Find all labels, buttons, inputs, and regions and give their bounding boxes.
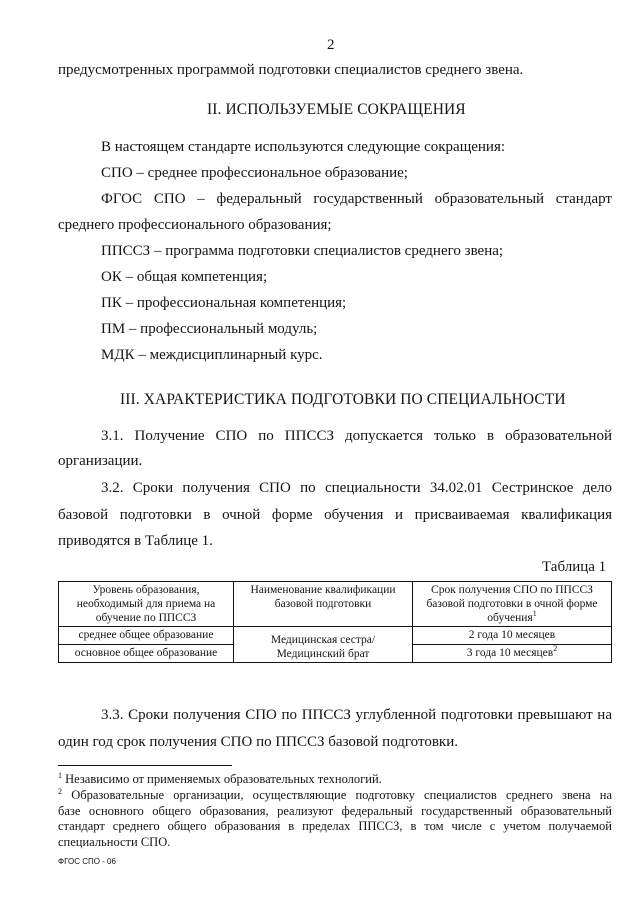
table-header-cell xyxy=(234,582,413,627)
footnote-2-line2: базе основного общего образования, реализуют федеральный государственный образовательный xyxy=(58,803,612,818)
footnote-ref-1: 1 xyxy=(532,609,537,619)
abbr-fgos-line2: среднего профессионального образования; xyxy=(58,217,332,233)
qualification-name: Медицинская сестра/Медицинский брат xyxy=(270,634,376,660)
table-row xyxy=(59,627,612,645)
table-cell xyxy=(234,627,413,663)
abbr-ok: ОК – общая компетенция; xyxy=(101,269,268,285)
footnote-ref-2: 2 xyxy=(553,644,558,654)
table-cell xyxy=(59,627,234,645)
paragraph-3-2-line2: базовой подготовки в очной форме обучения и присваиваемая квалификация xyxy=(58,507,612,523)
paragraph-3-3-line2: один год срок получения СПО по ППССЗ базовой подготовки. xyxy=(58,734,458,750)
footnote-1 xyxy=(58,772,382,788)
footnote-1-mark: 1 xyxy=(58,770,62,780)
footnote-2-line3: стандарт среднего общего образования в пределах ППССЗ, в том числе с учетом получаемой xyxy=(58,819,612,833)
table-cell xyxy=(59,645,234,663)
abbr-fgos-line1: ФГОС СПО – федеральный государственный образовательный стандарт xyxy=(101,191,612,207)
page-number: 2 xyxy=(327,37,335,53)
table-header-row xyxy=(59,582,612,627)
table-caption: Таблица 1 xyxy=(542,559,607,575)
section-2-title: II. ИСПОЛЬЗУЕМЫЕ СОКРАЩЕНИЯ xyxy=(207,101,466,118)
paragraph-3-2-line1: 3.2. Сроки получения СПО по специальности 34.02.01 Сестринское дело xyxy=(101,480,612,496)
section-3-title: III. ХАРАКТЕРИСТИКА ПОДГОТОВКИ ПО СПЕЦИАЛЬНОСТИ xyxy=(120,391,566,408)
footnote-separator xyxy=(58,765,232,766)
footnote-2 xyxy=(58,788,612,850)
header-qualification: Наименование квалификации базовой подготовки xyxy=(250,584,396,610)
qualification-table xyxy=(58,581,612,663)
table-cell xyxy=(413,627,612,645)
row2-study-period: 3 года 10 месяцев xyxy=(466,647,554,659)
footnote-2-mark: 2 xyxy=(58,786,62,796)
paragraph-3-2-line3: приводятся в Таблице 1. xyxy=(58,533,213,549)
abbr-mdk: МДК – междисциплинарный курс. xyxy=(101,347,323,363)
document-code: ФГОС СПО - 06 xyxy=(58,857,116,866)
abbr-spo: СПО – среднее профессиональное образование; xyxy=(101,165,408,181)
table-header-cell xyxy=(413,582,612,627)
abbr-pm: ПМ – профессиональный модуль; xyxy=(101,321,318,337)
abbr-ppssz: ППССЗ – программа подготовки специалистов среднего звена; xyxy=(101,243,504,259)
row1-education-level: среднее общее образование xyxy=(78,629,214,641)
table-header-cell xyxy=(59,582,234,627)
footnote-2-line1: Образовательные организации, осуществляющие подготовку специалистов среднего звена на xyxy=(71,788,612,802)
row1-study-period: 2 года 10 месяцев xyxy=(468,629,556,641)
header-study-period: Срок получения СПО по ППССЗ базовой подготовки в очной форме обучения xyxy=(426,584,598,624)
footnote-2-line4: специальности СПО. xyxy=(58,834,171,849)
paragraph-3-1-line1: 3.1. Получение СПО по ППССЗ допускается только в образовательной xyxy=(101,428,612,444)
intro-line: предусмотренных программой подготовки специалистов среднего звена. xyxy=(58,62,524,78)
header-education-level: Уровень образования, необходимый для приема на обучение по ППССЗ xyxy=(76,584,216,624)
footnote-1-text: Независимо от применяемых образовательных технологий. xyxy=(65,772,382,786)
paragraph-3-1-line2: организации. xyxy=(58,453,143,469)
footnote-2-line1-wrap xyxy=(58,788,612,804)
row2-education-level: основное общее образование xyxy=(74,647,218,659)
table-cell xyxy=(413,645,612,663)
paragraph-3-3-line1: 3.3. Сроки получения СПО по ППССЗ углубленной подготовки превышают на xyxy=(101,707,612,723)
abbr-pk: ПК – профессиональная компетенция; xyxy=(101,295,347,311)
abbreviations-intro: В настоящем стандарте используются следующие сокращения: xyxy=(101,139,506,155)
